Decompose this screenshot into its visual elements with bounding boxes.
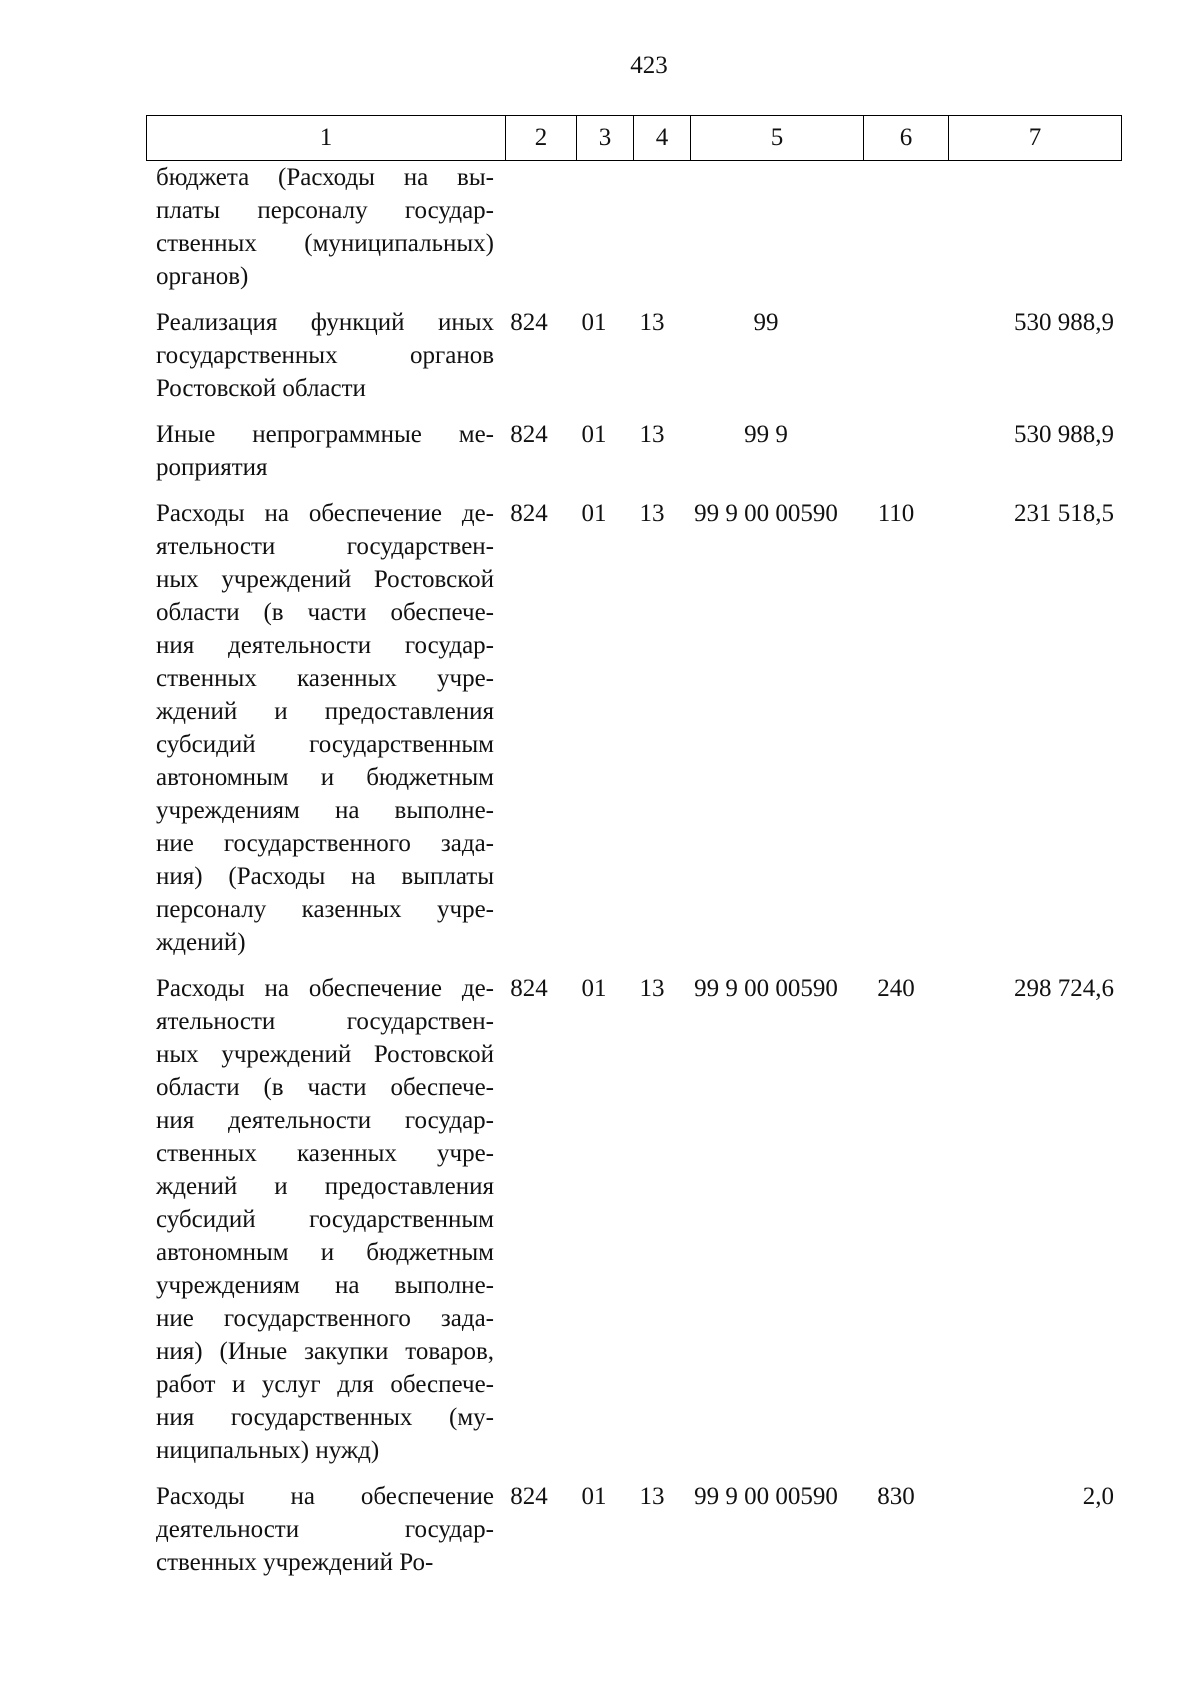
description-line: ния деятельности государ- [156, 632, 494, 659]
row-cell-c7: 231 518,5 [1014, 500, 1114, 527]
description-line: платы персоналу государ- [156, 197, 494, 224]
column-header-row [147, 116, 1122, 161]
row-cell-c7: 530 988,9 [1014, 421, 1114, 448]
description-line: Ростовской области [156, 375, 366, 402]
description-line: работ и услуг для обеспече- [156, 1371, 494, 1398]
description-line: бюджета (Расходы на вы- [156, 164, 494, 191]
row-description [146, 306, 494, 405]
row-cell-c4: 13 [639, 309, 665, 336]
column-header-4: 4 [634, 116, 691, 161]
description-line: Расходы на обеспечение де- [156, 975, 494, 1002]
column-header-5: 5 [691, 116, 864, 161]
table-body [146, 161, 1124, 1592]
row-cell-c6 [852, 306, 940, 405]
description-line: автономным и бюджетным [156, 764, 494, 791]
table-row [146, 497, 1124, 959]
description-line: ждений) [156, 929, 246, 956]
row-description [146, 161, 494, 293]
description-line: автономным и бюджетным [156, 1239, 494, 1266]
row-description [146, 497, 494, 959]
row-cell-c4: 13 [639, 1483, 665, 1510]
description-line: органов) [156, 263, 249, 290]
column-header-1: 1 [147, 116, 506, 161]
description-line: ственных учреждений Ро- [156, 1549, 434, 1576]
description-line: ния деятельности государ- [156, 1107, 494, 1134]
row-cell-c5: 99 9 00 00590 [694, 1483, 838, 1510]
row-cell-c3: 01 [581, 309, 607, 336]
row-cell-c7: 530 988,9 [1014, 309, 1114, 336]
description-line: ятельности государствен- [156, 533, 494, 560]
description-line: ниципальных) нужд) [156, 1437, 380, 1464]
row-cell-c2: 824 [510, 309, 548, 336]
description-line: учреждениям на выполне- [156, 797, 494, 824]
page-number: 423 [630, 52, 668, 79]
column-header-table [146, 115, 1122, 161]
row-cell-c2: 824 [510, 1483, 548, 1510]
description-line: Реализация функций иных [156, 309, 494, 336]
row-description [146, 1480, 494, 1579]
description-line: ждений и предоставления [156, 698, 494, 725]
column-header-3: 3 [577, 116, 634, 161]
row-cell-c5: 99 9 [744, 421, 788, 448]
row-cell-c4 [624, 161, 680, 293]
table-row [146, 418, 1124, 484]
description-line: государственных органов [156, 342, 494, 369]
column-header-7: 7 [949, 116, 1122, 161]
row-cell-c4: 13 [639, 421, 665, 448]
table-row [146, 1480, 1124, 1579]
row-cell-c4: 13 [639, 500, 665, 527]
row-cell-c7: 298 724,6 [1014, 975, 1114, 1002]
row-description [146, 972, 494, 1467]
description-line: ственных (муниципальных) [156, 230, 494, 257]
row-cell-c6: 830 [877, 1483, 915, 1510]
row-cell-c5: 99 9 00 00590 [694, 500, 838, 527]
table-row [146, 306, 1124, 405]
description-line: Расходы на обеспечение [156, 1483, 494, 1510]
row-cell-c6: 240 [877, 975, 915, 1002]
description-line: субсидий государственным [156, 1206, 494, 1233]
description-line: ния) (Расходы на выплаты [156, 863, 494, 890]
table-row [146, 161, 1124, 293]
description-line: ятельности государствен- [156, 1008, 494, 1035]
row-cell-c2 [494, 161, 564, 293]
description-line: Иные непрограммные ме- [156, 421, 494, 448]
description-line: области (в части обеспече- [156, 599, 494, 626]
description-line: субсидий государственным [156, 731, 494, 758]
row-cell-c3: 01 [581, 975, 607, 1002]
row-cell-c3 [564, 161, 624, 293]
description-line: ние государственного зада- [156, 1305, 494, 1332]
description-line: ждений и предоставления [156, 1173, 494, 1200]
description-line: ственных казенных учре- [156, 665, 494, 692]
row-cell-c5: 99 9 00 00590 [694, 975, 838, 1002]
row-cell-c6 [852, 418, 940, 484]
description-line: ных учреждений Ростовской [156, 566, 494, 593]
row-cell-c3: 01 [581, 500, 607, 527]
row-cell-c6: 110 [877, 500, 915, 527]
row-cell-c7: 2,0 [1082, 1483, 1114, 1510]
description-line: ния) (Иные закупки товаров, [156, 1338, 494, 1365]
row-cell-c2: 824 [510, 421, 548, 448]
description-line: роприятия [156, 454, 268, 481]
row-cell-c2: 824 [510, 975, 548, 1002]
row-cell-c3: 01 [581, 421, 607, 448]
column-header-2: 2 [506, 116, 577, 161]
description-line: учреждениям на выполне- [156, 1272, 494, 1299]
row-cell-c6 [852, 161, 940, 293]
description-line: области (в части обеспече- [156, 1074, 494, 1101]
description-line: ния государственных (му- [156, 1404, 494, 1431]
column-header-6: 6 [864, 116, 949, 161]
description-line: ственных казенных учре- [156, 1140, 494, 1167]
description-line: деятельности государ- [156, 1516, 494, 1543]
description-line: Расходы на обеспечение де- [156, 500, 494, 527]
row-description [146, 418, 494, 484]
row-cell-c7 [940, 161, 1114, 293]
row-cell-c4: 13 [639, 975, 665, 1002]
description-line: ние государственного зада- [156, 830, 494, 857]
row-cell-c5 [680, 161, 852, 293]
row-cell-c5: 99 [753, 309, 779, 336]
description-line: персоналу казенных учре- [156, 896, 494, 923]
row-cell-c2: 824 [510, 500, 548, 527]
row-cell-c3: 01 [581, 1483, 607, 1510]
table-row [146, 972, 1124, 1467]
description-line: ных учреждений Ростовской [156, 1041, 494, 1068]
